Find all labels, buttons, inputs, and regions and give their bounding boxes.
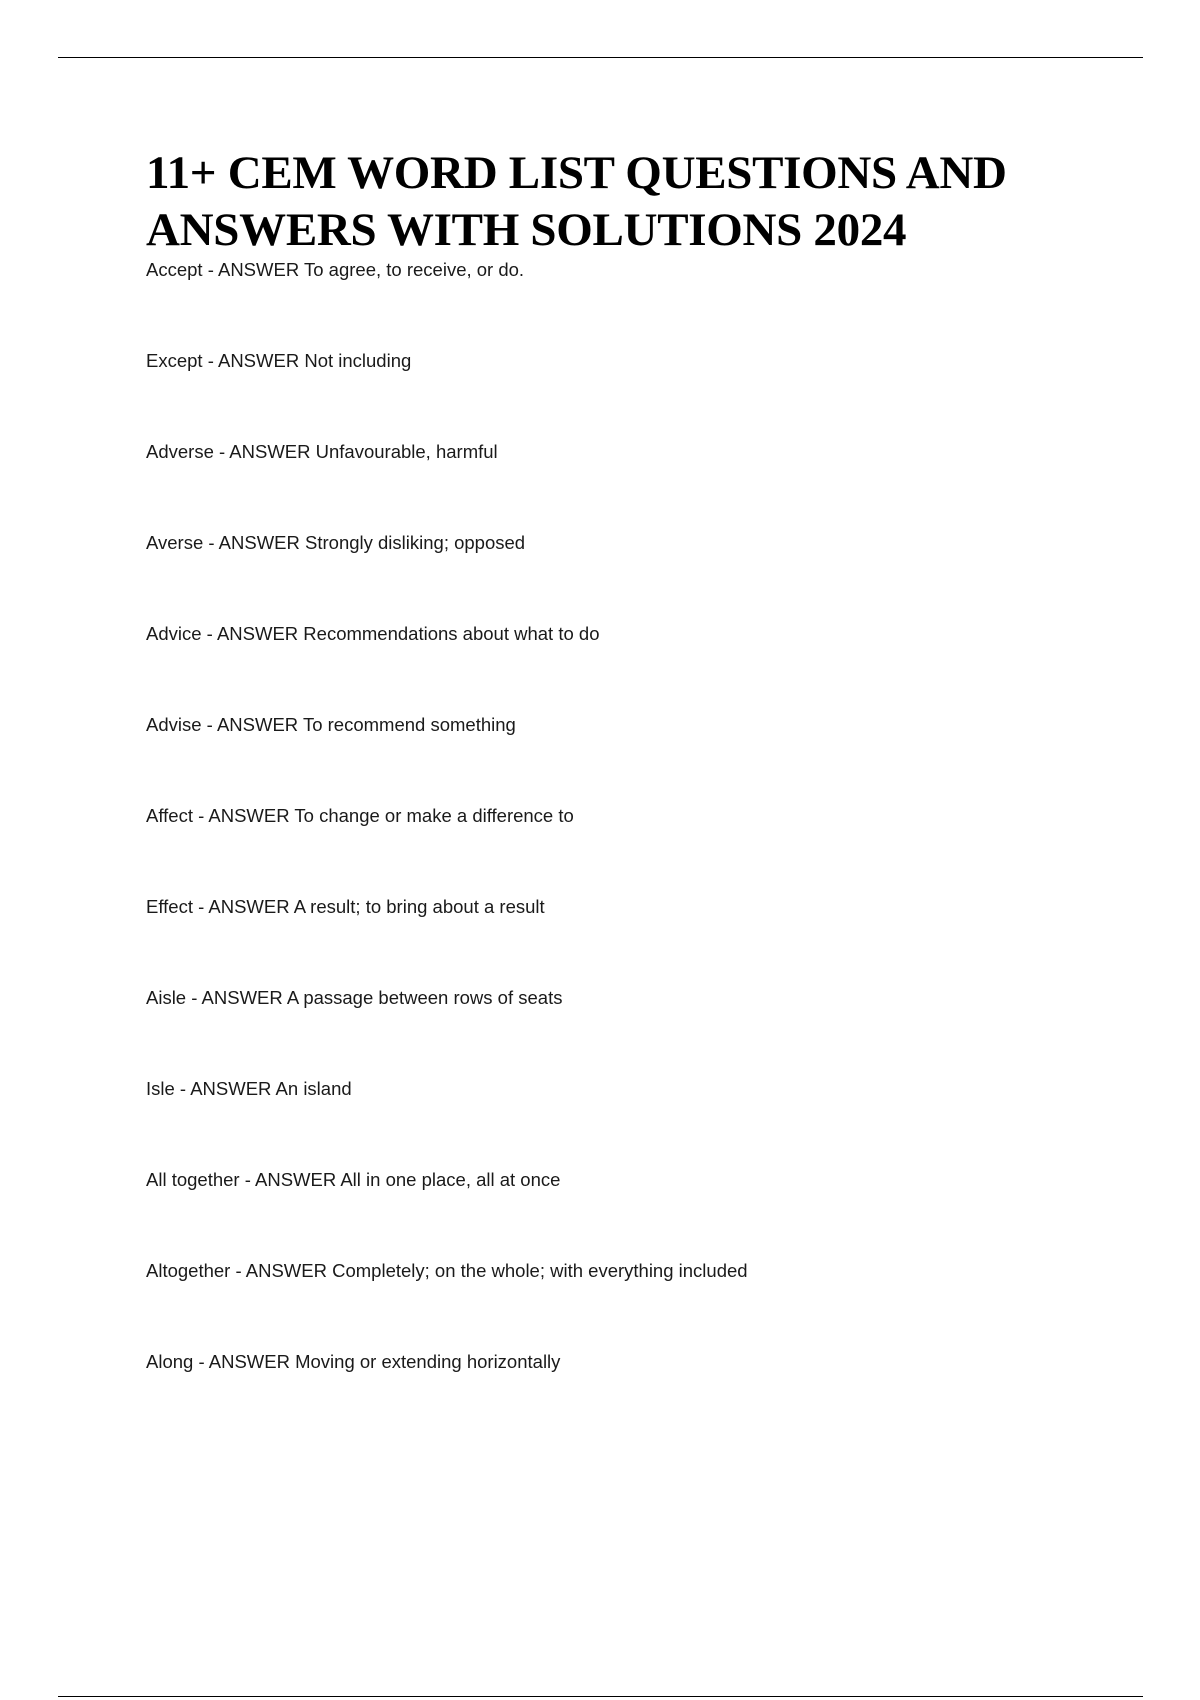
answer-separator: - ANSWER <box>193 1351 296 1372</box>
term: Adverse <box>146 441 214 462</box>
definition: Not including <box>304 350 412 371</box>
list-item <box>146 620 1106 711</box>
answer-separator: - ANSWER <box>230 1260 333 1281</box>
header-rule <box>58 57 1143 58</box>
definition: An island <box>275 1078 352 1099</box>
term: All together <box>146 1169 240 1190</box>
list-item <box>146 347 1106 438</box>
list-item <box>146 802 1106 893</box>
term: Accept <box>146 259 203 280</box>
term: Averse <box>146 532 204 553</box>
definition: Moving or extending horizontally <box>295 1351 561 1372</box>
list-item <box>146 984 1106 1075</box>
answer-separator: - ANSWER <box>192 896 294 917</box>
definition: A result; to bring about a result <box>293 896 545 917</box>
term: Except <box>146 350 203 371</box>
definition: A passage between rows of seats <box>286 987 563 1008</box>
answer-separator: - ANSWER <box>202 259 304 280</box>
answer-separator: - ANSWER <box>202 350 305 371</box>
answer-separator: - ANSWER <box>201 714 303 735</box>
answer-separator: - ANSWER <box>201 623 304 644</box>
definition: Unfavourable, harmful <box>315 441 498 462</box>
term: Affect <box>146 805 193 826</box>
term: Advice <box>146 623 202 644</box>
answer-separator: - ANSWER <box>239 1169 341 1190</box>
answer-separator: - ANSWER <box>186 987 287 1008</box>
definition: To recommend something <box>302 714 516 735</box>
definition: Completely; on the whole; with everything included <box>332 1260 748 1281</box>
answer-separator: - ANSWER <box>213 441 316 462</box>
definition: Recommendations about what to do <box>303 623 600 644</box>
list-item <box>146 1348 1106 1439</box>
list-item <box>146 1257 1106 1348</box>
term: Altogether <box>146 1260 231 1281</box>
list-item <box>146 893 1106 984</box>
list-item <box>146 529 1106 620</box>
word-list <box>146 256 1106 1439</box>
list-item <box>146 438 1106 529</box>
definition: To change or make a difference to <box>294 805 574 826</box>
list-item <box>146 1166 1106 1257</box>
term: Isle <box>146 1078 175 1099</box>
definition: To agree, to receive, or do. <box>304 259 525 280</box>
term: Aisle <box>146 987 187 1008</box>
list-item <box>146 1075 1106 1166</box>
definition: All in one place, all at once <box>340 1169 561 1190</box>
document-title: 11+ CEM WORD LIST QUESTIONS AND ANSWERS WITH SOLUTIONS 2024 <box>146 147 1007 256</box>
footer-rule <box>58 1696 1143 1697</box>
definition: Strongly disliking; opposed <box>305 532 526 553</box>
answer-separator: - ANSWER <box>174 1078 276 1099</box>
list-item <box>146 711 1106 802</box>
term: Effect <box>146 896 193 917</box>
term: Advise <box>146 714 202 735</box>
answer-separator: - ANSWER <box>192 805 295 826</box>
list-item <box>146 256 1106 347</box>
term: Along <box>146 1351 194 1372</box>
answer-separator: - ANSWER <box>203 532 306 553</box>
